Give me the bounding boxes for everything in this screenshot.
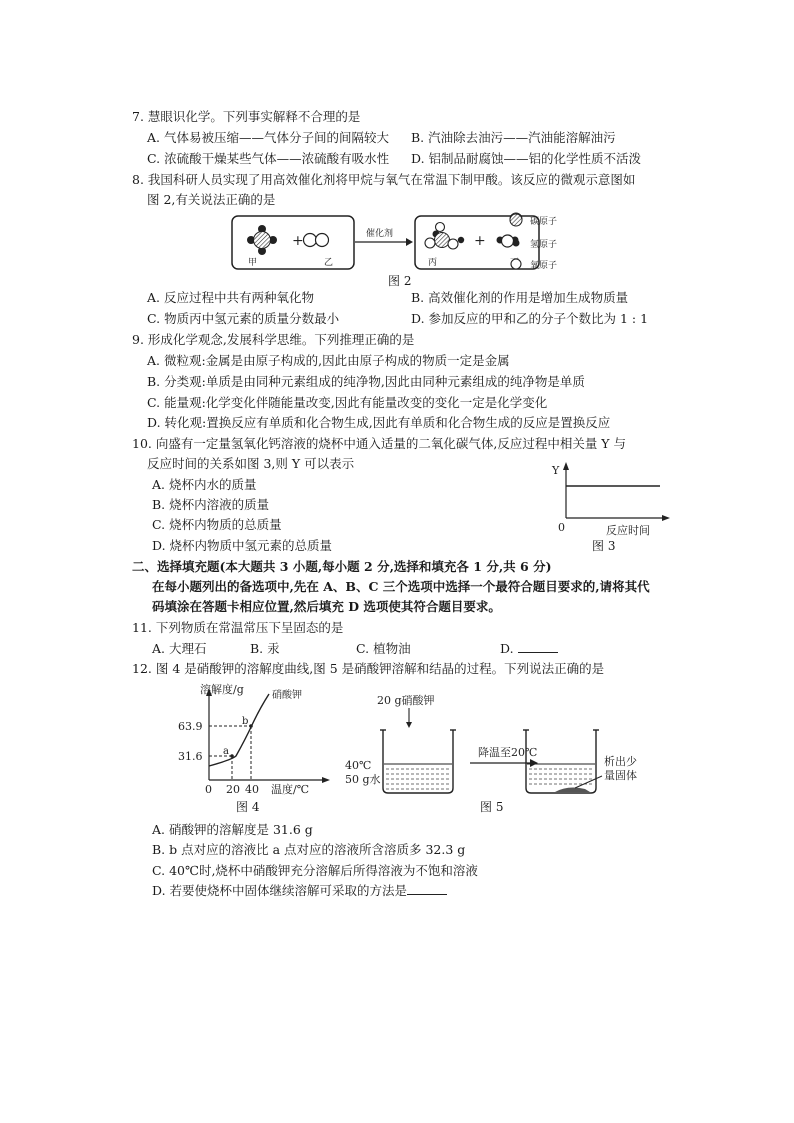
q11-stem: 11. 下列物质在常温常压下呈固态的是 [132,620,344,635]
q8-stem-line2: 图 2,有关说法正确的是 [147,192,276,207]
q12-answer-blank [407,882,447,895]
q9-option-c: C. 能量观:化学变化伴随能量改变,因此有能量改变的变化一定是化学变化 [147,395,548,410]
figure-5-crystallization [340,690,640,800]
q11-answer-blank [518,640,558,653]
label-bing: 丙 [428,258,438,268]
figure-5-caption: 图 5 [480,800,504,814]
q7-stem: 7. 慧眼识化学。下列事实解释不合理的是 [132,109,361,124]
formic-acid-molecule [425,223,464,250]
figure-2-legend [504,210,604,274]
section-2-instruction-line1: 在每小题列出的备选项中,先在 A、B、C 三个选项中选择一个最符合题目要求的,请将其代 [152,579,650,594]
plus-sign-1: + [292,233,304,249]
x-tick-40: 40 [245,783,259,796]
legend-hydrogen-label: 氢原子 [530,240,558,250]
solubility-curve [209,694,269,766]
q11-option-a: A. 大理石 [152,641,207,656]
y-tick-31.6: 31.6 [178,750,203,763]
precipitate-note-2: 量固体 [604,769,637,782]
q8-option-d: D. 参加反应的甲和乙的分子个数比为 1 : 1 [411,311,649,326]
water-label: 50 g水 [345,773,381,786]
figure-3-graph [546,458,676,538]
point-a-label: a [223,746,229,757]
q10-option-d: D. 烧杯内物质中氢元素的总质量 [152,538,333,553]
temp-label: 40℃ [345,759,372,772]
methane-molecule [247,225,277,255]
q11-option-c: C. 植物油 [356,641,411,656]
q8-option-a: A. 反应过程中共有两种氧化物 [147,290,314,305]
section-2-title: 二、选择填充题(本大题共 3 小题,每小题 2 分,选择和填充各 1 分,共 6 分) [132,559,552,574]
q10-stem-line2: 反应时间的关系如图 3,则 Y 可以表示 [147,456,355,471]
precipitate-note-1: 析出少 [604,755,637,768]
q8-option-c: C. 物质丙中氢元素的质量分数最小 [147,311,340,326]
q9-stem: 9. 形成化学观念,发展科学思维。下列推理正确的是 [132,332,415,347]
q9-option-d: D. 转化观:置换反应有单质和化合物生成,因此有单质和化合物生成的反应是置换反应 [147,415,611,430]
figure-4-caption: 图 4 [236,800,260,814]
point-b-label: b [242,716,249,727]
legend-oxygen-label: 氧原子 [530,261,558,271]
q7-option-d: D. 铝制品耐腐蚀——铝的化学性质不活泼 [411,151,642,166]
fig3-origin: 0 [558,521,565,534]
q12-option-a: A. 硝酸钾的溶解度是 31.6 g [152,822,313,837]
q9-option-b: B. 分类观:单质是由同种元素组成的纯净物,因此由同种元素组成的纯净物是单质 [147,374,585,389]
q10-stem-line1: 10. 向盛有一定量氢氧化钙溶液的烧杯中通入适量的二氧化碳气体,反应过程中相关量 Y 与 [132,436,627,451]
x-tick-0: 0 [205,783,212,796]
y-axis-label: 溶解度/g [200,683,244,696]
y-tick-63.9: 63.9 [178,720,203,733]
catalyst-label: 催化剂 [366,229,394,239]
plus-sign-2: + [474,233,486,249]
q9-option-a: A. 微粒观:金属是由原子构成的,因此由原子构成的物质一定是金属 [147,353,510,368]
q8-option-b: B. 高效催化剂的作用是增加生成物质量 [411,290,629,305]
cooling-label: 降温至20℃ [478,746,538,759]
curve-label: 硝酸钾 [272,690,302,701]
section-2-instruction-line2: 码填涂在答题卡相应位置,然后填充 D 选项使其符合题目要求。 [152,599,501,614]
q8-stem-line1: 8. 我国科研人员实现了用高效催化剂将甲烷与氧气在常温下制甲酸。该反应的微观示意图如 [132,172,636,187]
q10-option-a: A. 烧杯内水的质量 [152,477,257,492]
oxygen-molecule [304,234,329,247]
x-axis-label: 温度/℃ [271,783,310,796]
q10-option-b: B. 烧杯内溶液的质量 [152,497,270,512]
fig3-y-label: Y [552,464,560,477]
legend-carbon-label: 碳原子 [530,217,558,227]
figure-2-caption: 图 2 [388,274,412,288]
figure-3-caption: 图 3 [592,539,616,553]
q11-option-d: D. [500,640,558,658]
q7-option-b: B. 汽油除去油污——汽油能溶解油污 [411,130,616,145]
label-yi: 乙 [324,258,334,268]
beaker-1 [383,730,453,793]
precipitated-solid [555,788,590,792]
q12-option-b: B. b 点对应的溶液比 a 点对应的溶液所含溶质多 32.3 g [152,842,466,857]
q12-stem: 12. 图 4 是硝酸钾的溶解度曲线,图 5 是硝酸钾溶解和结晶的过程。下列说法正确的是 [132,661,605,676]
q10-option-c: C. 烧杯内物质的总质量 [152,517,282,532]
q7-option-a: A. 气体易被压缩——气体分子间的间隔较大 [147,130,389,145]
q7-option-c: C. 浓硫酸干燥某些气体——浓硫酸有吸水性 [147,151,390,166]
q12-option-d: D. 若要使烧杯中固体继续溶解可采取的方法是 [152,882,447,900]
added-salt-label: 20 g硝酸钾 [377,694,435,707]
x-tick-20: 20 [226,783,240,796]
figure-4-solubility-curve [176,680,336,798]
label-jia: 甲 [248,258,258,268]
q11-option-b: B. 汞 [250,641,280,656]
q12-option-c: C. 40℃时,烧杯中硝酸钾充分溶解后所得溶液为不饱和溶液 [152,863,478,878]
fig3-x-label: 反应时间 [606,524,650,537]
